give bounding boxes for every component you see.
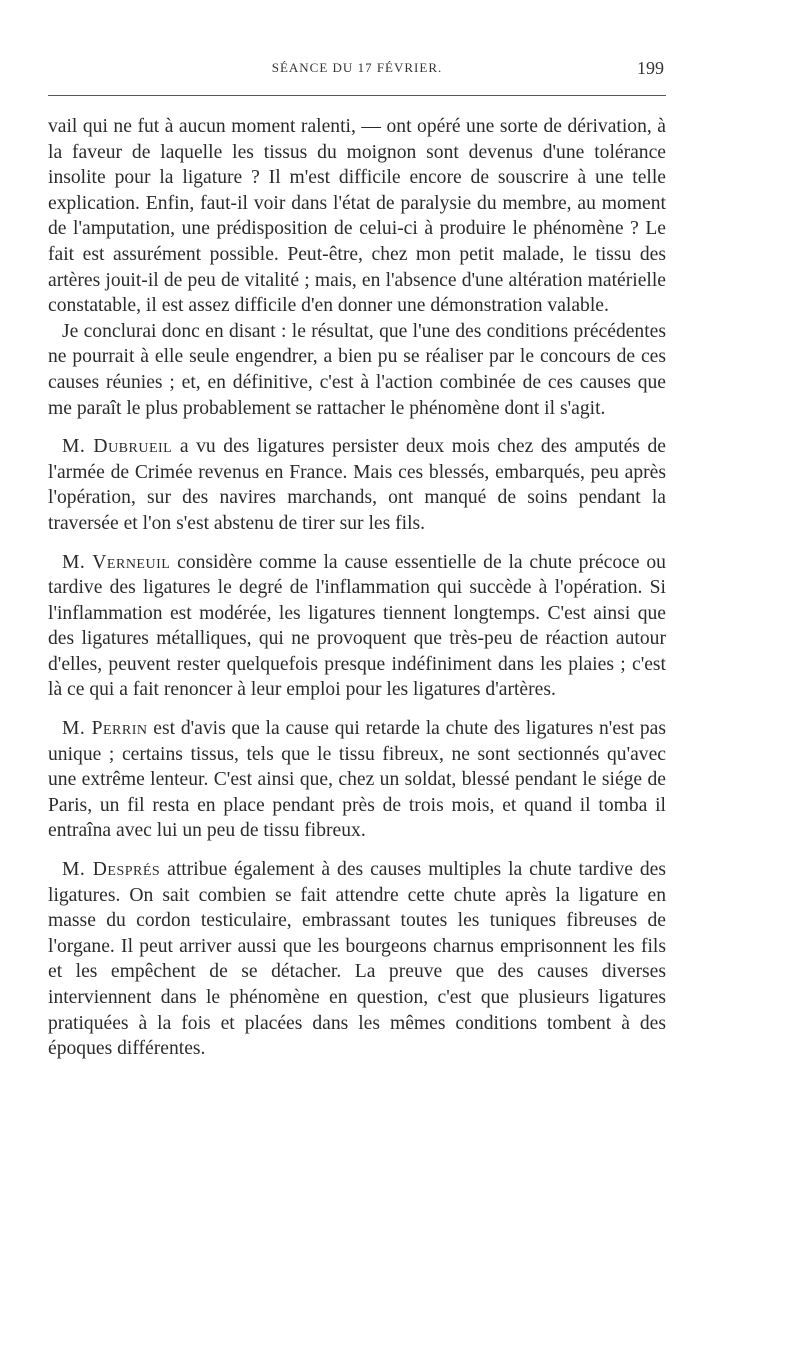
running-head: SÉANCE DU 17 FÉVRIER. <box>271 60 443 75</box>
page <box>48 0 666 1359</box>
page-number: 199 <box>637 58 664 78</box>
paragraph-text: Je conclurai donc en disant : le résultat, que l'une des conditions précédentes ne pourrait à elle seule engendrer, a bien pu se réaliser par le concours de ces causes réunies ; et, en définitive, c'est à l'action combinée de ces causes que me paraît le plus probablement se rattacher le phénomène dont il s'agit. <box>48 320 666 419</box>
paragraph-text: est d'avis que la cause qui retarde la chute des ligatures n'est pas unique ; certains tissus, tels que le tissu fibreux, ne sont sectionnés qu'avec une extrême lenteur. C'est ainsi que, chez un soldat, blessé pendant le siége de Paris, un fil resta en place pendant près de trois mois, et quand il tomba il entraîna avec lui un peu de tissu fibreux. <box>48 718 666 842</box>
paragraph <box>48 319 666 421</box>
speaker-name: M. Dubrueil <box>62 436 173 458</box>
paragraph-text: attribue également à des causes multiples la chute tardive des ligatures. On sait combien se fait attendre cette chute après la ligature en masse du cordon testiculaire, embrassant toutes les tuniques fibreuses de l'organe. Il peut arriver aussi que les bourgeons charnus emprisonnent les fils et les empêchent de se détacher. La preuve que des causes diverses interviennent dans le phénomène en question, c'est que plusieurs ligatures pratiquées à la fois et placées dans les mêmes conditions tombent à des époques différentes. <box>48 859 666 1060</box>
page-header <box>48 60 666 86</box>
body-text <box>48 114 666 1062</box>
paragraph <box>48 114 666 319</box>
paragraph-text: a vu des ligatures persister deux mois chez des amputés de l'armée de Crimée revenus en France. Mais ces blessés, embarqués, peu après l'opération, sur des navires marchands, ont manqué de soins pendant la traversée et l'on s'est abstenu de tirer sur les fils. <box>48 436 666 534</box>
paragraph <box>48 716 666 844</box>
paragraph <box>48 434 666 536</box>
paragraph-text: vail qui ne fut à aucun moment ralenti, — ont opéré une sorte de dérivation, à la faveur de laquelle les tissus du moignon sont devenus d'une tolérance insolite pour la ligature ? Il m'est difficile encore de souscrire à une telle explication. Enfin, faut-il voir dans l'état de paralysie du membre, au moment de l'amputation, une prédisposition de celui-ci à produire le phénomène ? Le fait est assurément possible. Peut-être, chez mon petit malade, le tissu des artères jouit-il de peu de vitalité ; mais, en l'absence d'une altération matérielle constatable, il est assez difficile d'en donner une démonstration valable. <box>48 116 666 317</box>
speaker-name: M. Verneuil <box>62 551 171 573</box>
speaker-name: M. Perrin <box>62 718 148 740</box>
speaker-name: M. Després <box>62 859 161 881</box>
paragraph <box>48 857 666 1062</box>
paragraph <box>48 550 666 704</box>
header-rule <box>48 95 666 96</box>
paragraph-text: considère comme la cause essentielle de la chute précoce ou tardive des ligatures le degré de l'inflammation qui succède à l'opération. Si l'inflammation est modérée, les ligatures tiennent longtemps. C'est ainsi que des ligatures métalliques, qui ne provoquent que très-peu de réaction autour d'elles, peuvent rester quelquefois presque indéfiniment dans les plaies ; c'est là ce qui a fait renoncer à leur emploi pour les ligatures d'artères. <box>48 551 666 701</box>
